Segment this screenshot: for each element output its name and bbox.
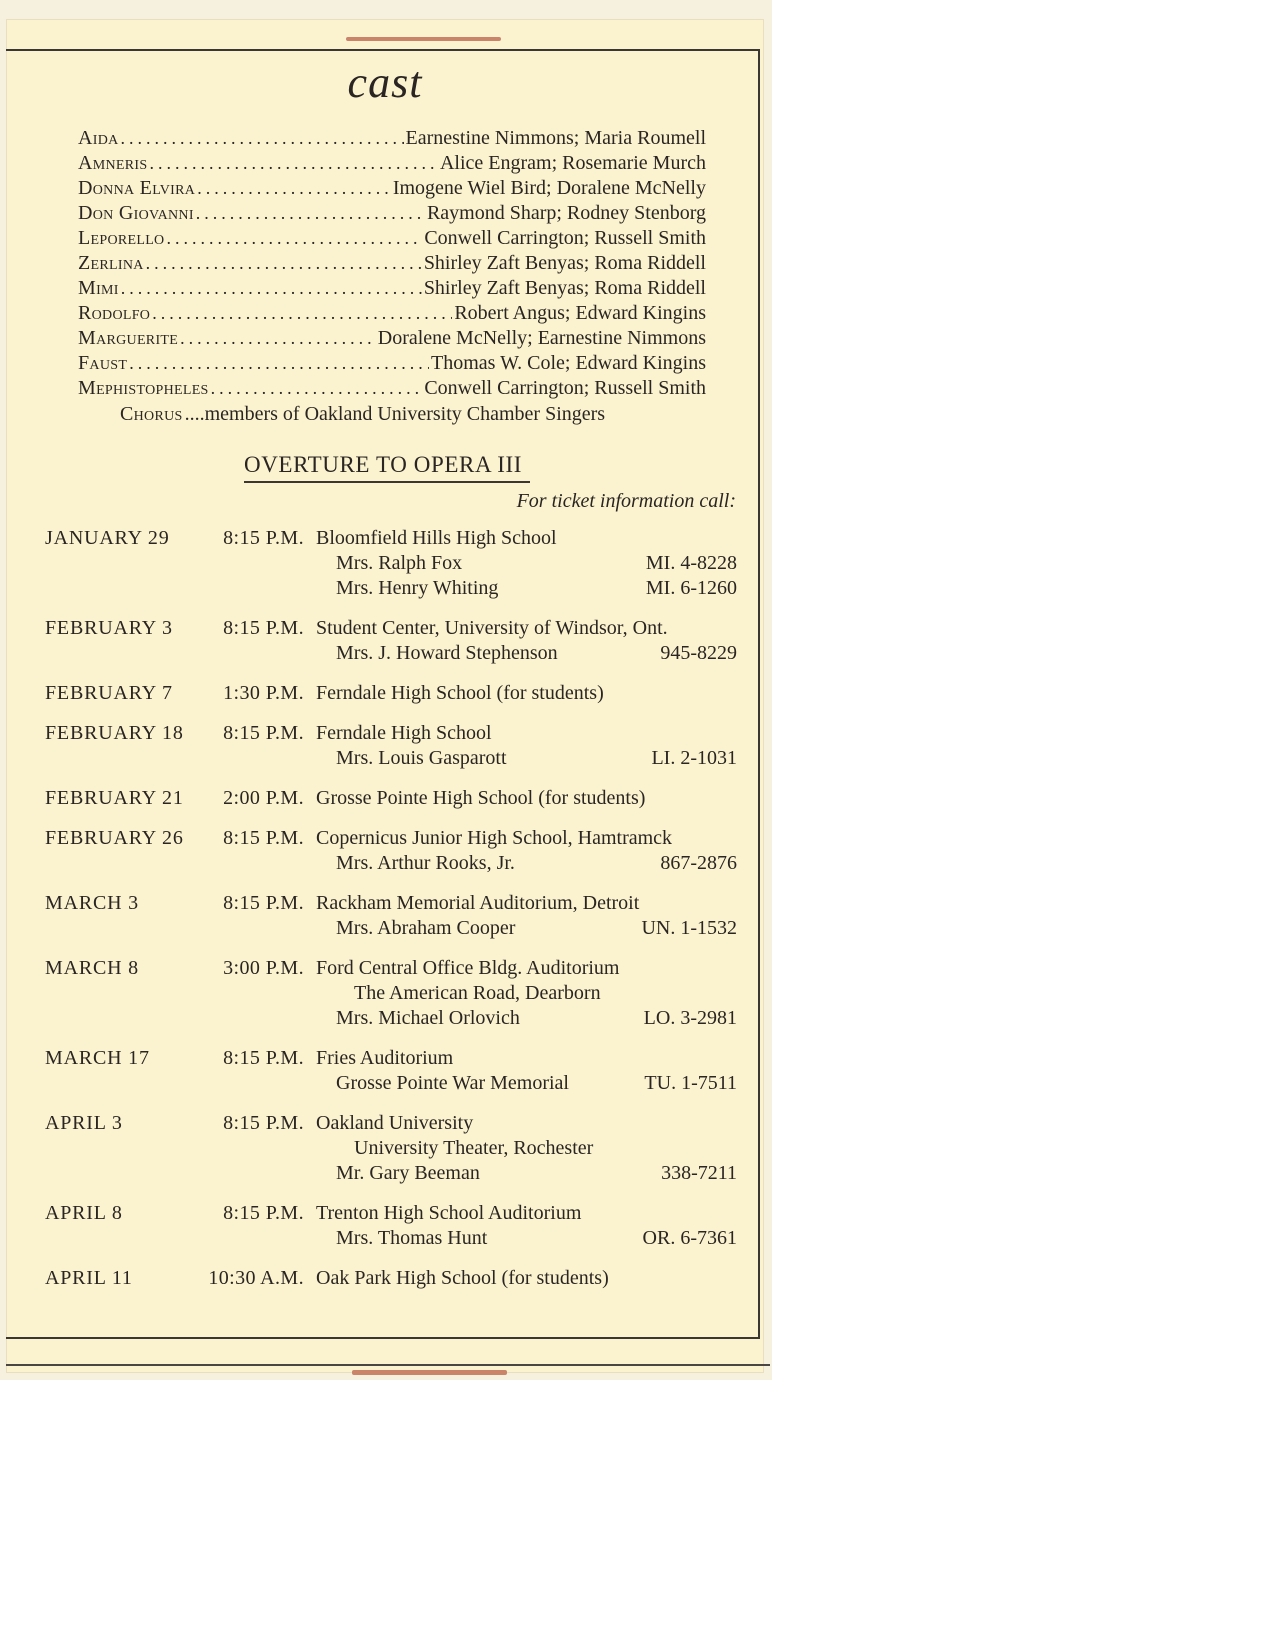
singer-names: Imogene Wiel Bird; Doralene McNelly	[392, 177, 706, 199]
schedule-main-line	[45, 826, 737, 851]
contact-name: Mrs. J. Howard Stephenson	[336, 642, 558, 664]
cast-row	[78, 251, 706, 276]
performance-date: FEBRUARY 3	[45, 617, 173, 639]
performance-date: FEBRUARY 18	[45, 722, 184, 744]
contact-phone: LI. 2-1031	[651, 747, 737, 769]
cast-row	[78, 326, 706, 351]
cast-row	[78, 176, 706, 201]
leader-dots	[196, 201, 425, 226]
cast-row	[78, 276, 706, 301]
venue-detail: The American Road, Dearborn	[354, 982, 601, 1004]
performance-time: 1:30 P.M.	[223, 682, 304, 704]
schedule-entry	[45, 1266, 737, 1291]
performance-time: 8:15 P.M.	[223, 827, 304, 849]
ticket-contact-line	[45, 1006, 737, 1031]
role-name: Mimi	[78, 277, 119, 299]
schedule-entry	[45, 616, 737, 666]
schedule-main-line	[45, 956, 737, 981]
paper-tab-bottom	[352, 1370, 507, 1375]
cast-row	[78, 226, 706, 251]
contact-name: Mrs. Michael Orlovich	[336, 1007, 520, 1029]
contact-name: Mrs. Thomas Hunt	[336, 1227, 488, 1249]
cast-row	[78, 126, 706, 151]
performance-venue: Oak Park High School (for students)	[316, 1267, 609, 1289]
performance-venue: Trenton High School Auditorium	[316, 1202, 582, 1224]
contact-phone: TU. 1-7511	[644, 1072, 737, 1094]
schedule-main-line	[45, 681, 737, 706]
ticket-contact-line	[45, 1226, 737, 1251]
cast-title: cast	[347, 58, 423, 107]
contact-name: Mrs. Ralph Fox	[336, 552, 463, 574]
schedule-main-line	[45, 616, 737, 641]
performance-schedule	[45, 526, 737, 1306]
cast-row	[78, 301, 706, 326]
leader-dots	[146, 251, 422, 276]
contact-name: Mrs. Arthur Rooks, Jr.	[336, 852, 515, 874]
right-rule	[758, 49, 760, 1338]
schedule-entry	[45, 681, 737, 706]
performance-venue: Copernicus Junior High School, Hamtramck	[316, 827, 673, 849]
role-name: Marguerite	[78, 327, 179, 349]
leader-dots	[152, 301, 452, 326]
performance-venue: Oakland University	[316, 1112, 474, 1134]
singer-names: Conwell Carrington; Russell Smith	[424, 377, 706, 399]
singer-names: Shirley Zaft Benyas; Roma Riddell	[423, 252, 706, 274]
schedule-main-line	[45, 786, 737, 811]
chorus-label: Chorus	[120, 403, 183, 425]
cast-row	[78, 201, 706, 226]
schedule-entry	[45, 526, 737, 601]
performance-date: FEBRUARY 21	[45, 787, 184, 809]
contact-name: Grosse Pointe War Memorial	[336, 1072, 569, 1094]
singer-names: Alice Engram; Rosemarie Murch	[439, 152, 706, 174]
leader-dots	[211, 376, 423, 401]
role-name: Zerlina	[78, 252, 144, 274]
venue-detail-line	[45, 1136, 737, 1161]
schedule-entry	[45, 786, 737, 811]
role-name: Leporello	[78, 227, 165, 249]
schedule-entry	[45, 1201, 737, 1251]
performance-time: 8:15 P.M.	[223, 892, 304, 914]
performance-venue: Fries Auditorium	[316, 1047, 454, 1069]
role-name: Faust	[78, 352, 128, 374]
performance-date: APRIL 3	[45, 1112, 123, 1134]
performance-date: APRIL 8	[45, 1202, 123, 1224]
performance-time: 8:15 P.M.	[223, 617, 304, 639]
performance-date: MARCH 17	[45, 1047, 150, 1069]
contact-name: Mrs. Louis Gasparott	[336, 747, 507, 769]
contact-phone: 867-2876	[660, 852, 737, 874]
performance-venue: Ford Central Office Bldg. Auditorium	[316, 957, 620, 979]
performance-time: 8:15 P.M.	[223, 1112, 304, 1134]
contact-name: Mrs. Abraham Cooper	[336, 917, 516, 939]
contact-phone: OR. 6-7361	[642, 1227, 737, 1249]
role-name: Mephistopheles	[78, 377, 209, 399]
performance-date: APRIL 11	[45, 1267, 133, 1289]
performance-venue: Ferndale High School (for students)	[316, 682, 604, 704]
schedule-main-line	[45, 526, 737, 551]
performance-date: FEBRUARY 26	[45, 827, 184, 849]
performance-time: 8:15 P.M.	[223, 527, 304, 549]
contact-phone: UN. 1-1532	[641, 917, 737, 939]
performance-time: 8:15 P.M.	[223, 1202, 304, 1224]
schedule-entry	[45, 956, 737, 1031]
cast-list	[78, 126, 706, 401]
schedule-main-line	[45, 1266, 737, 1291]
leader-dots	[121, 126, 404, 151]
program-page	[6, 19, 764, 1373]
singer-names: Robert Angus; Edward Kingins	[454, 302, 706, 324]
role-name: Aida	[78, 127, 119, 149]
schedule-entry	[45, 1046, 737, 1096]
singer-names: Earnestine Nimmons; Maria Roumell	[405, 127, 706, 149]
performance-date: MARCH 3	[45, 892, 139, 914]
overture-underline	[244, 481, 530, 483]
ticket-contact-line	[45, 1071, 737, 1096]
performance-time: 8:15 P.M.	[223, 1047, 304, 1069]
ticket-contact-line	[45, 551, 737, 576]
performance-time: 2:00 P.M.	[223, 787, 304, 809]
leader-dots	[149, 151, 438, 176]
cast-row	[78, 151, 706, 176]
performance-venue: Ferndale High School	[316, 722, 492, 744]
ticket-contact-line	[45, 746, 737, 771]
performance-date: MARCH 8	[45, 957, 139, 979]
ticket-contact-line	[45, 1161, 737, 1186]
ticket-contact-line	[45, 641, 737, 666]
overture-title: OVERTURE TO OPERA III	[244, 452, 523, 477]
performance-date: FEBRUARY 7	[45, 682, 173, 704]
schedule-main-line	[45, 1046, 737, 1071]
cast-row	[78, 376, 706, 401]
performance-time: 8:15 P.M.	[223, 722, 304, 744]
schedule-main-line	[45, 1111, 737, 1136]
role-name: Don Giovanni	[78, 202, 194, 224]
singer-names: Doralene McNelly; Earnestine Nimmons	[377, 327, 706, 349]
schedule-main-line	[45, 891, 737, 916]
chorus-separator: ....	[184, 403, 205, 425]
cast-row	[78, 351, 706, 376]
leader-dots	[197, 176, 391, 201]
schedule-entry	[45, 891, 737, 941]
performance-venue: Student Center, University of Windsor, Ont.	[316, 617, 668, 639]
performance-venue: Grosse Pointe High School (for students)	[316, 787, 646, 809]
performance-time: 10:30 A.M.	[208, 1267, 304, 1289]
leader-dots	[166, 226, 422, 251]
venue-detail-line	[45, 981, 737, 1006]
contact-phone: MI. 4-8228	[645, 552, 737, 574]
contact-phone: 338-7211	[661, 1162, 737, 1184]
singer-names: Raymond Sharp; Rodney Stenborg	[426, 202, 706, 224]
chorus-credit	[120, 402, 720, 427]
role-name: Amneris	[78, 152, 148, 174]
lower-rule	[6, 1364, 770, 1366]
venue-detail: University Theater, Rochester	[354, 1137, 594, 1159]
schedule-main-line	[45, 1201, 737, 1226]
ticket-contact-line	[45, 576, 737, 601]
singer-names: Shirley Zaft Benyas; Roma Riddell	[423, 277, 706, 299]
contact-name: Mr. Gary Beeman	[336, 1162, 480, 1184]
contact-name: Mrs. Henry Whiting	[336, 577, 499, 599]
role-name: Rodolfo	[78, 302, 151, 324]
top-rule	[6, 49, 758, 51]
schedule-entry	[45, 721, 737, 771]
chorus-members: members of Oakland University Chamber Singers	[204, 403, 606, 425]
schedule-main-line	[45, 721, 737, 746]
ticket-contact-line	[45, 916, 737, 941]
schedule-entry	[45, 826, 737, 876]
schedule-entry	[45, 1111, 737, 1186]
performance-venue: Rackham Memorial Auditorium, Detroit	[316, 892, 640, 914]
bottom-rule	[6, 1337, 760, 1339]
singer-names: Thomas W. Cole; Edward Kingins	[431, 352, 706, 374]
performance-time: 3:00 P.M.	[223, 957, 304, 979]
leader-dots	[129, 351, 429, 376]
contact-phone: LO. 3-2981	[643, 1007, 737, 1029]
role-name: Donna Elvira	[78, 177, 196, 199]
singer-names: Conwell Carrington; Russell Smith	[424, 227, 706, 249]
ticket-contact-line	[45, 851, 737, 876]
paper-tab-top	[346, 37, 501, 41]
performance-venue: Bloomfield Hills High School	[316, 527, 557, 549]
leader-dots	[180, 326, 376, 351]
performance-date: JANUARY 29	[45, 527, 170, 549]
leader-dots	[121, 276, 422, 301]
contact-phone: 945-8229	[660, 642, 737, 664]
ticket-information-note: For ticket information call:	[516, 490, 736, 512]
contact-phone: MI. 6-1260	[645, 577, 737, 599]
